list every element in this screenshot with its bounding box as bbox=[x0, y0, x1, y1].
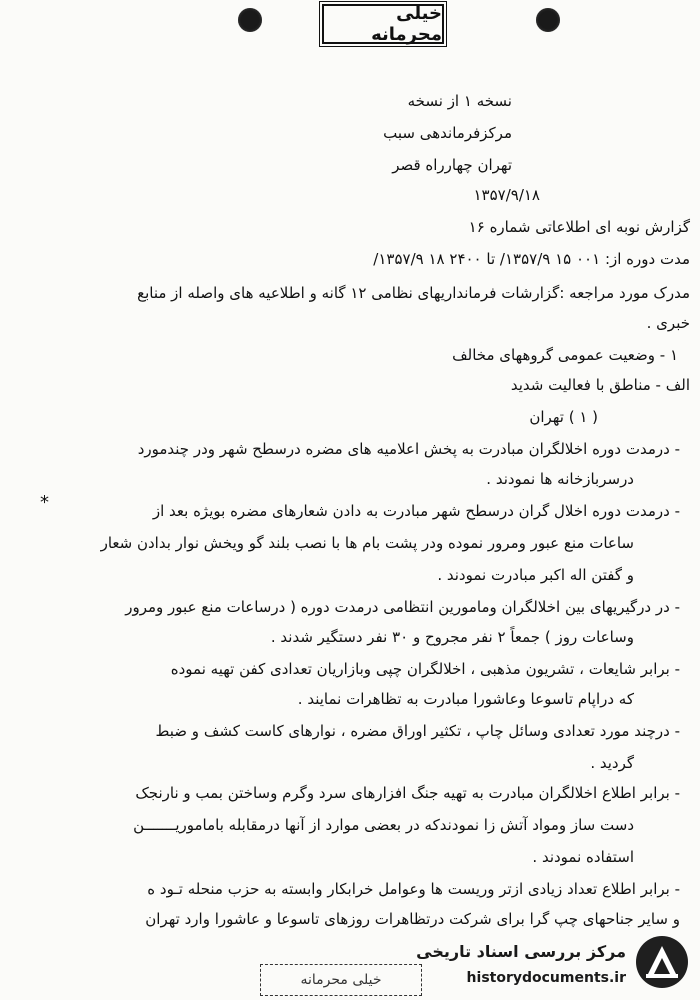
item-1-line-1: - درمدت دوره اخلالگران مبادرت به پخش اعلامیه های مضره درسطح شهر ودر چندمورد bbox=[137, 440, 680, 458]
classification-text: خیلی محرمانه bbox=[371, 3, 442, 45]
item-2-line-2: ساعات منع عبور ومرور نموده ودر پشت بام ها با نصب بلند گو ویخش نوار بدادن شعار bbox=[100, 534, 634, 552]
report-title: گزارش نوبه ای اطلاعاتی شماره ۱۶ bbox=[468, 218, 690, 236]
archive-watermark-logo bbox=[410, 920, 700, 1000]
reference-line-1: مدرک مورد مراجعه :گزارشات فرمانداریهای نظامی ۱۲ گانه و اطلاعیه های واصله از منابع bbox=[137, 284, 690, 302]
reference-line-2: خبری . bbox=[646, 314, 690, 332]
item-2-line-1: - درمدت دوره اخلال گران درسطح شهر مبادرت به دادن شعارهای مضره بویژه بعد از bbox=[152, 502, 680, 520]
footer-classification-stamp bbox=[260, 964, 422, 996]
item-7-line-1: - برابر اطلاع تعداد زیادی ازتر وریست ها وعوامل خرابکار وابسته به حزب منحله تـود ه bbox=[147, 880, 680, 898]
item-3-line-1: - در درگیریهای بین اخلالگران ومامورین انتظامی درمدت دوره ( درساعات منع عبور ومرور bbox=[125, 598, 680, 616]
issuing-place: تهران چهارراه قصر bbox=[392, 156, 512, 174]
item-2-line-3: و گفتن اله اکبر مبادرت نمودند . bbox=[437, 566, 634, 584]
section-heading: ۱ - وضعیت عمومی گروههای مخالف bbox=[452, 346, 678, 364]
logo-title: مرکز بررسی اسناد تاریخی bbox=[416, 942, 626, 961]
issuing-org: مرکزفرماندهی سبب bbox=[383, 124, 512, 142]
punch-hole-right bbox=[536, 8, 560, 32]
item-6-line-3: استفاده نمودند . bbox=[532, 848, 634, 866]
issue-date: ۱۳۵۷/۹/۱۸ bbox=[473, 186, 540, 204]
report-period: مدت دوره از: ۰۰۱ ۱۵ ۱۳۵۷/۹/ تا ۲۴۰۰ ۱۸ ۱۳۵۷/۹/ bbox=[373, 250, 690, 268]
footer-stamp-text: خیلی محرمانه bbox=[300, 972, 382, 988]
item-4-line-1: - برابر شایعات ، تشریون مذهبی ، اخلالگران چپی وبازاریان تعدادی کفن تهیه نموده bbox=[170, 660, 680, 678]
item-6-line-1: - برابر اطلاع اخلالگران مبادرت به تهیه جنگ افزارهای سرد وگرم وساختن بمب و نارنجک bbox=[135, 784, 680, 802]
margin-mark: * bbox=[40, 492, 49, 513]
copy-number: نسخه ۱ از نسخه bbox=[407, 92, 512, 110]
item-5-line-1: - درچند مورد تعدادی وسائل چاپ ، تکثیر اوراق مضره ، نوارهای کاست کشف و ضبط bbox=[155, 722, 680, 740]
region-heading: ( ۱ ) تهران bbox=[529, 408, 598, 426]
archive-emblem-icon bbox=[634, 934, 690, 990]
item-5-line-2: گردید . bbox=[590, 754, 634, 772]
subsection-heading: الف - مناطق با فعالیت شدید bbox=[510, 376, 690, 394]
punch-hole-left bbox=[238, 8, 262, 32]
item-4-line-2: که دراپام تاسوعا وعاشورا مبادرت به تظاهرات نمایند . bbox=[297, 690, 634, 708]
item-7-line-2: و سایر جناحهای چپ گرا برای شرکت درتظاهرات روزهای تاسوعا و عاشورا وارد تهران bbox=[145, 910, 680, 928]
item-1-line-2: درسربازخانه ها نمودند . bbox=[486, 470, 634, 488]
classification-stamp bbox=[322, 4, 444, 44]
logo-url: historydocuments.ir bbox=[466, 970, 626, 986]
item-6-line-2: دست ساز ومواد آتش زا نمودندکه در بعضی موارد از آنها درمقابله باماموریـــــــن bbox=[133, 816, 634, 834]
item-3-line-2: وساعات روز ) جمعاً ۲ نفر مجروح و ۳۰ نفر دستگیر شدند . bbox=[270, 628, 634, 646]
